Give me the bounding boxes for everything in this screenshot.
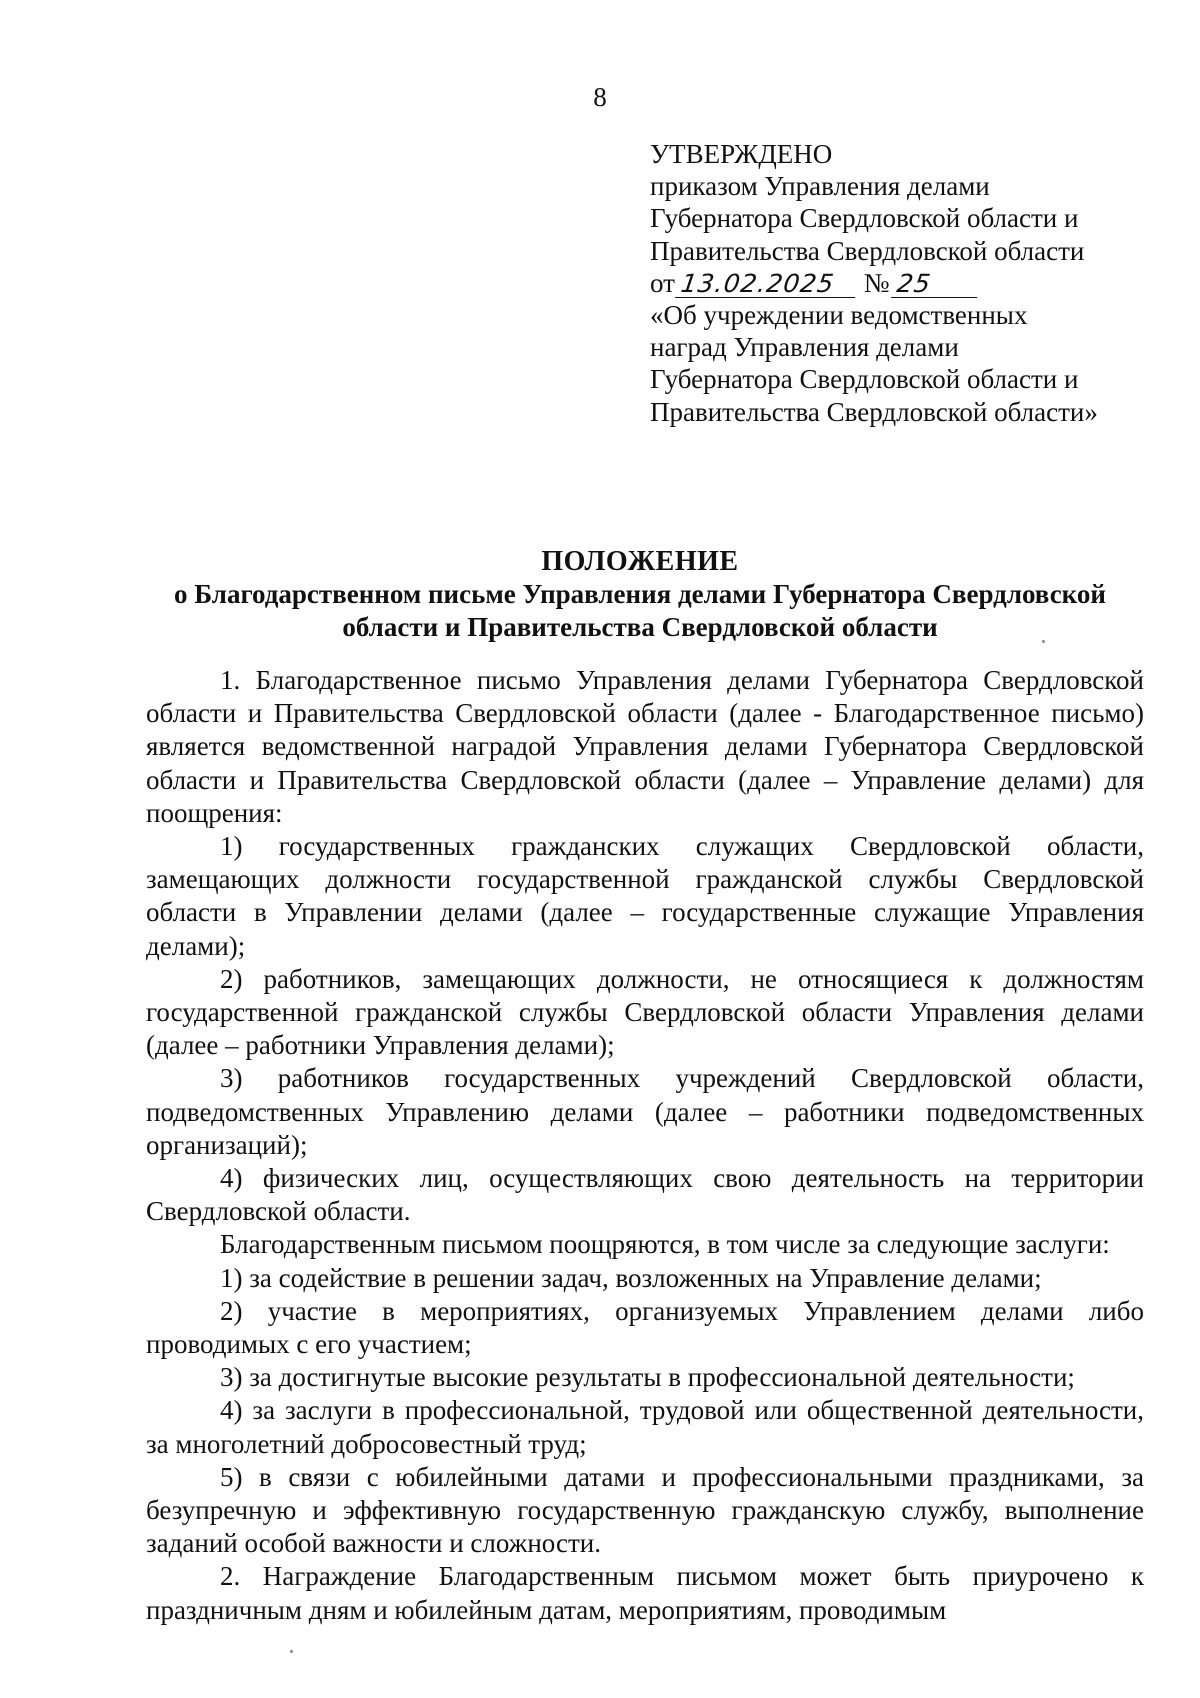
- order-title-line: Правительства Свердловской области»: [650, 396, 1098, 427]
- title-subtitle-line: о Благодарственном письме Управления делами Губернатора Свердловской: [174, 579, 1106, 609]
- paragraph: 1) государственных гражданских служащих Свердловской области, замещающих должности государственной гражданской службы Свердловской области в Управлении делами (далее – государственные служащие Управления делами);: [146, 831, 1144, 961]
- paragraph: 2. Награждение Благодарственным письмом может быть приурочено к праздничным дням и юбилейным датам, мероприятиям, проводимым: [146, 1561, 1144, 1625]
- approval-stamp-block: [650, 138, 1150, 428]
- title-subtitle-line: области и Правительства Свердловской области: [342, 612, 938, 642]
- paragraph: 1. Благодарственное письмо Управления делами Губернатора Свердловской области и Правительства Свердловской области (далее - Благодарственное письмо) является ведомственной наградой Управления делами Губернатора Свердловской области и Правительства Свердловской области (далее – Управление делами) для поощрения:: [146, 665, 1144, 828]
- approval-line: приказом Управления делами: [650, 171, 990, 202]
- from-label: от: [650, 267, 675, 298]
- handwritten-number: 25: [892, 271, 982, 298]
- paragraph: 2) участие в мероприятиях, организуемых Управлением делами либо проводимых с его участием;: [146, 1295, 1144, 1360]
- paragraph: Благодарственным письмом поощряются, в том числе за следующие заслуги:: [220, 1229, 1110, 1260]
- paragraph: 4) физических лиц, осуществляющих свою деятельность на территории Свердловской области.: [146, 1163, 1144, 1227]
- order-title-line: Губернатора Свердловской области и: [650, 364, 1079, 395]
- scan-speck: [290, 1650, 293, 1653]
- scan-speck: [1042, 640, 1045, 643]
- order-title-line: «Об учреждении ведомственных: [650, 300, 1028, 331]
- paragraph: 4) за заслуги в профессиональной, трудовой или общественной деятельности, за многолетний добросовестный труд;: [146, 1395, 1144, 1459]
- approval-line: Правительства Свердловской области: [650, 235, 1085, 266]
- approval-line: Губернатора Свердловской области и: [650, 203, 1079, 234]
- number-label: №: [863, 267, 890, 298]
- order-title-line: наград Управления делами: [650, 332, 959, 363]
- paragraph: 5) в связи с юбилейными датами и профессиональными праздниками, за безупречную и эффективную государственную гражданскую службу, выполнение заданий особой важности и сложности.: [146, 1461, 1144, 1559]
- document-body: [146, 664, 1144, 1627]
- handwritten-date: 13.02.2025: [675, 271, 859, 298]
- paragraph: 1) за содействие в решении задач, возложенных на Управление делами;: [220, 1262, 1042, 1293]
- page-number: 8: [593, 82, 607, 112]
- paragraph: 3) за достигнутые высокие результаты в профессиональной деятельности;: [220, 1362, 1075, 1393]
- title-main: ПОЛОЖЕНИЕ: [541, 546, 739, 577]
- document-title: [140, 545, 1140, 644]
- paragraph: 3) работников государственных учреждений Свердловской области, подведомственных Управлению делами (далее – работники подведомственных организаций);: [146, 1063, 1144, 1160]
- approval-heading: УТВЕРЖДЕНО: [650, 139, 833, 169]
- approval-date-line: [650, 267, 1150, 299]
- paragraph: 2) работников, замещающих должности, не относящиеся к должностям государственной гражданской службы Свердловской области Управления делами (далее – работники Управления делами);: [146, 963, 1144, 1061]
